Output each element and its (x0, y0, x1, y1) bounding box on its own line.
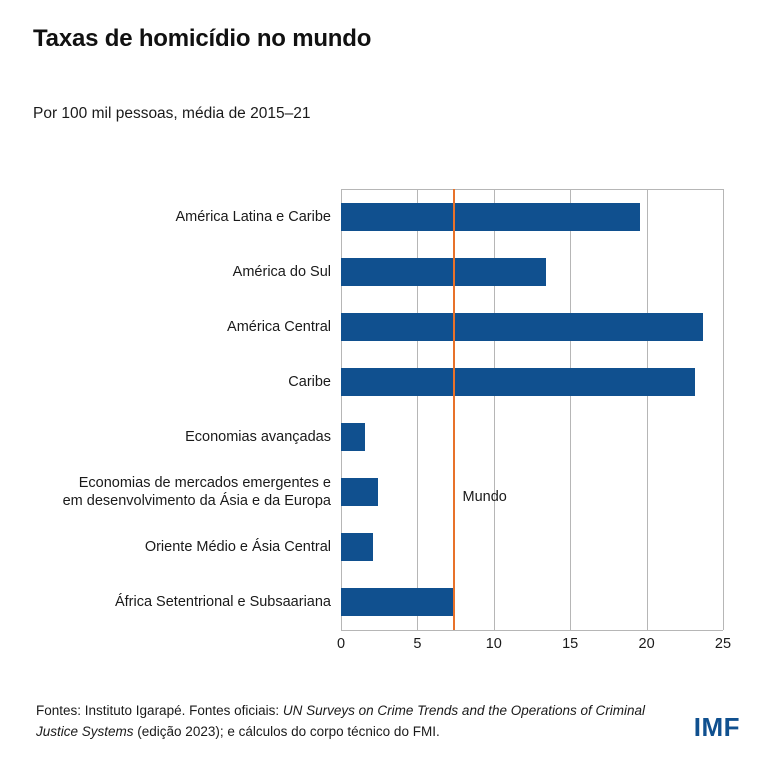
bar-row (341, 533, 723, 561)
category-label-line: Economias avançadas (185, 429, 331, 446)
category-label (1, 263, 331, 281)
world-average-line (453, 189, 455, 630)
category-label (1, 428, 331, 446)
bar-series (341, 189, 723, 630)
category-label (1, 474, 331, 510)
bar-row (341, 588, 723, 616)
bar (341, 258, 546, 286)
page-title: Taxas de homicídio no mundo (33, 25, 372, 52)
source-note (36, 700, 666, 742)
source-italic: UN Surveys on Crime Trends and the Operations of Criminal Justice Systems (36, 703, 646, 739)
bar-row (341, 368, 723, 396)
category-label-line: América Latina e Caribe (175, 208, 331, 225)
category-label (1, 373, 331, 391)
bar (341, 313, 703, 341)
bar-row (341, 313, 723, 341)
category-labels (0, 189, 331, 630)
category-label-line: em desenvolvimento da Ásia e da Europa (62, 493, 331, 510)
chart-canvas (0, 160, 768, 670)
chart-subtitle: Por 100 mil pessoas, média de 2015–21 (33, 105, 311, 122)
bar-row (341, 423, 723, 451)
source-text-1: Fontes: Instituto Igarapé. Fontes oficiais: (36, 703, 283, 718)
x-tick-10: 10 (485, 636, 502, 652)
bar (341, 368, 695, 396)
bar-row (341, 478, 723, 506)
x-tick-5: 5 (413, 636, 422, 652)
category-label-line: Caribe (288, 373, 331, 390)
category-label (1, 538, 331, 556)
x-tick-15: 15 (562, 636, 579, 652)
category-label-line: América Central (227, 318, 331, 335)
category-label-line: Economias de mercados emergentes e (78, 475, 331, 492)
imf-logo: IMF (693, 712, 740, 742)
x-tick-20: 20 (638, 636, 655, 652)
category-label (1, 593, 331, 611)
category-label (1, 318, 331, 336)
bar (341, 588, 453, 616)
bar-row (341, 258, 723, 286)
category-label-line: Oriente Médio e Ásia Central (144, 539, 331, 556)
bar (341, 203, 640, 231)
world-average-label: Mundo (462, 489, 507, 506)
x-tick-0: 0 (336, 636, 346, 652)
gridline-25 (723, 189, 724, 630)
source-text-2: (edição 2023); e cálculos do corpo técnico do FMI. (133, 724, 440, 739)
x-tick-25: 25 (714, 636, 732, 652)
category-label-line: África Setentrional e Subsaariana (114, 594, 331, 611)
category-label (1, 208, 331, 226)
bar (341, 423, 365, 451)
category-label-line: América do Sul (232, 263, 331, 280)
bar (341, 533, 373, 561)
bar-row (341, 203, 723, 231)
x-axis-line (341, 630, 723, 631)
bar (341, 478, 378, 506)
